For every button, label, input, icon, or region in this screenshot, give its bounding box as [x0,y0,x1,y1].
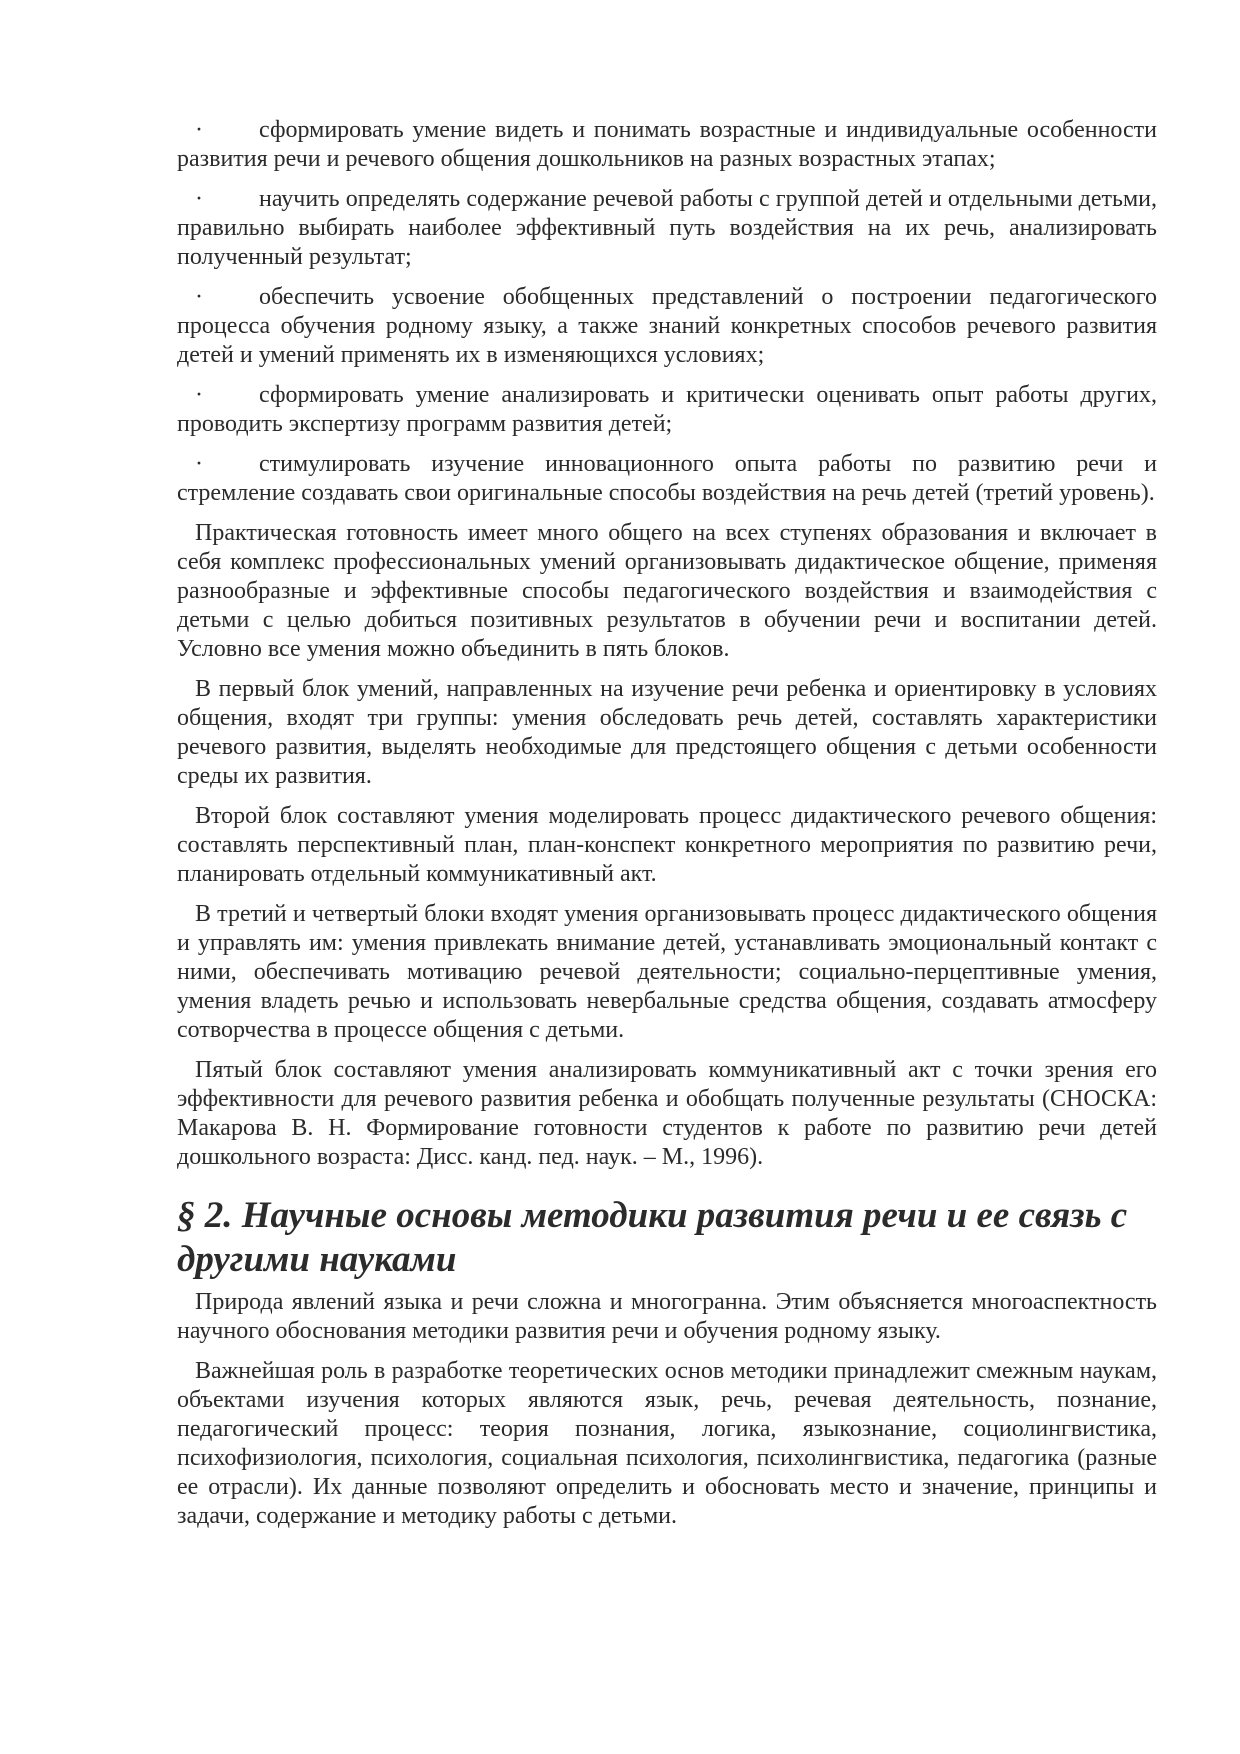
bullet-text: обеспечить усвоение обобщенных представлений о построении педагогического процесса обучения родному языку, а также знаний конкретных способов речевого развития детей и умений применять их в изменяющихся условиях; [177,284,1157,368]
bullet-marker: · [195,186,203,212]
bullet-item [177,116,1157,174]
document-page [177,116,1157,1542]
bullet-text: сформировать умение видеть и понимать возрастные и индивидуальные особенности развития речи и речевого общения дошкольников на разных возрастных этапах; [177,117,1157,172]
section-heading: § 2. Научные основы методики развития речи и ее связь с другими науками [177,1195,1128,1280]
bullet-marker: · [195,382,203,408]
paragraph-second-block: Второй блок составляют умения моделировать процесс дидактического речевого общения: составлять перспективный план, план-конспект конкретного мероприятия по развитию речи, планировать отдельный коммуникативный акт. [177,803,1157,887]
bullet-marker: · [195,451,203,477]
bullet-text: сформировать умение анализировать и критически оценивать опыт работы других, проводить экспертизу программ развития детей; [177,382,1157,437]
bullet-marker: · [195,284,203,310]
paragraph-fifth-block: Пятый блок составляют умения анализировать коммуникативный акт с точки зрения его эффективности для речевого развития ребенка и обобщать полученные результаты (СНОСКА: Макарова В. Н. Формирование готовности студентов к работе по развитию речи детей дошкольного возраста: Дисс. канд. пед. наук. – М., 1996). [177,1057,1157,1170]
bullet-item [177,381,1157,439]
bullet-marker: · [195,117,203,143]
bullet-item [177,185,1157,272]
paragraph-first-block: В первый блок умений, направленных на изучение речи ребенка и ориентировку в условиях общения, входят три группы: умения обследовать речь детей, составлять характеристики речевого развития, выделять необходимые для предстоящего общения с детьми особенности среды их развития. [177,676,1157,789]
bullet-text: научить определять содержание речевой работы с группой детей и отдельными детьми, правильно выбирать наиболее эффективный путь воздействия на их речь, анализировать полученный результат; [177,186,1157,270]
paragraph-third-fourth-blocks: В третий и четвертый блоки входят умения организовывать процесс дидактического общения и управлять им: умения привлекать внимание детей, устанавливать эмоциональный контакт с ними, обеспечивать мотивацию речевой деятельности; социально-перцептивные умения, умения владеть речью и использовать невербальные средства общения, создавать атмосферу сотворчества в процессе общения с детьми. [177,901,1157,1043]
bullet-item [177,450,1157,508]
paragraph-nature-of-language: Природа явлений языка и речи сложна и многогранна. Этим объясняется многоаспектность научного обоснования методики развития речи и обучения родному языку. [177,1289,1157,1344]
bullet-item [177,283,1157,370]
bullet-text: стимулировать изучение инновационного опыта работы по развитию речи и стремление создавать свои оригинальные способы воздействия на речь детей (третий уровень). [177,451,1157,506]
paragraph-related-sciences: Важнейшая роль в разработке теоретических основ методики принадлежит смежным наукам, объектами изучения которых являются язык, речь, речевая деятельность, познание, педагогический процесс: теория познания, логика, языкознание, социолингвистика, психофизиология, психология, социальная психология, психолингвистика, педагогика (разные ее отрасли). Их данные позволяют определить и обосновать место и значение, принципы и задачи, содержание и методику работы с детьми. [177,1358,1157,1529]
paragraph-practical-readiness: Практическая готовность имеет много общего на всех ступенях образования и включает в себя комплекс профессиональных умений организовывать дидактическое общение, применяя разнообразные и эффективные способы педагогического воздействия и взаимодействия с детьми с целью добиться позитивных результатов в обучении речи и воспитании детей. Условно все умения можно объединить в пять блоков. [177,520,1157,662]
